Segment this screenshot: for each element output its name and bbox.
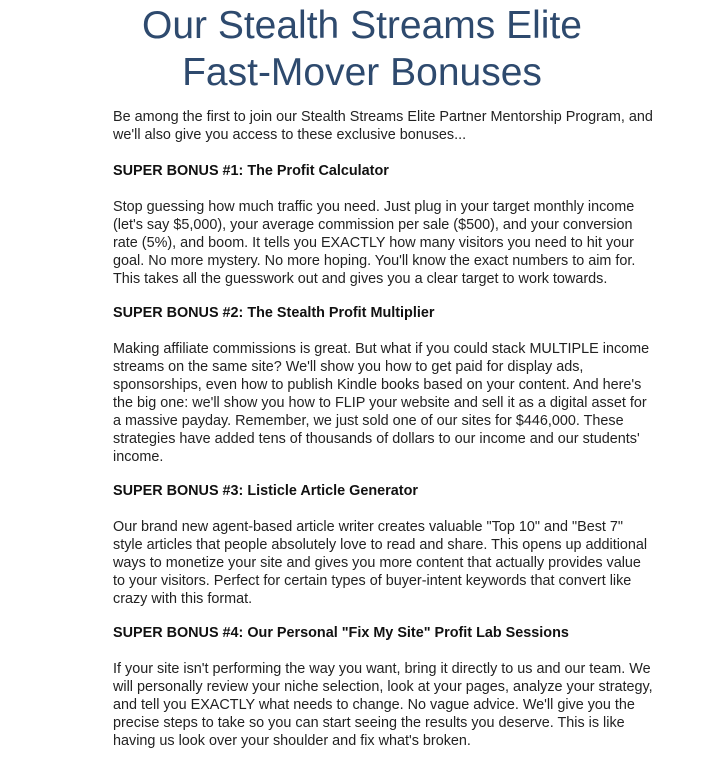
page-title-line-1: Our Stealth Streams Elite <box>141 4 582 47</box>
bonus-3-description: Our brand new agent-based article writer creates valuable "Top 10" and "Best 7" style articles that people absolutely love to read and share. This opens up additional ways to monetize your site and gives you more content that actually provides value to your visitors. Perfect for certain types of buyer-intent keywords that convert like crazy with this format. <box>113 519 648 607</box>
page-title <box>0 2 724 96</box>
bonus-4-description: If your site isn't performing the way you want, bring it directly to us and our team. We will personally review your niche selection, look at your pages, analyze your strategy, and tell you EXACTLY what needs to change. No vague advice. We'll give you the precise steps to take so you can start seeing the results you deserve. This is like having us look over your shoulder and fix what's broken. <box>113 661 653 749</box>
bonus-1-heading: SUPER BONUS #1: The Profit Calculator <box>113 163 389 179</box>
bonus-1-description: Stop guessing how much traffic you need. Just plug in your target monthly income (let's say $5,000), your average commission per sale ($500), and your conversion rate (5%), and boom. It tells you EXACTLY how many visitors you need to hit your goal. No more mystery. No more hoping. You'll know the exact numbers to aim for. This takes all the guesswork out and gives you a clear target to work towards. <box>113 199 636 287</box>
bonus-2-heading: SUPER BONUS #2: The Stealth Profit Multiplier <box>113 305 435 321</box>
bonus-4-heading: SUPER BONUS #4: Our Personal "Fix My Site" Profit Lab Sessions <box>113 625 569 641</box>
bonus-content <box>113 108 653 766</box>
bonus-2-description: Making affiliate commissions is great. But what if you could stack MULTIPLE income streams on the same site? We'll show you how to get paid for display ads, sponsorships, even how to publish Kindle books based on your content. And here's the big one: we'll show you how to FLIP your website and sell it as a digital asset for a massive payday. Remember, we just sold one of our sites for $446,000. These strategies have added tens of thousands of dollars to our income and our students' income. <box>113 341 650 465</box>
intro-paragraph: Be among the first to join our Stealth Streams Elite Partner Mentorship Program, and we'll also give you access to these exclusive bonuses... <box>113 109 653 143</box>
page-title-line-2: Fast-Mover Bonuses <box>182 51 542 94</box>
bonus-3-heading: SUPER BONUS #3: Listicle Article Generator <box>113 483 418 499</box>
